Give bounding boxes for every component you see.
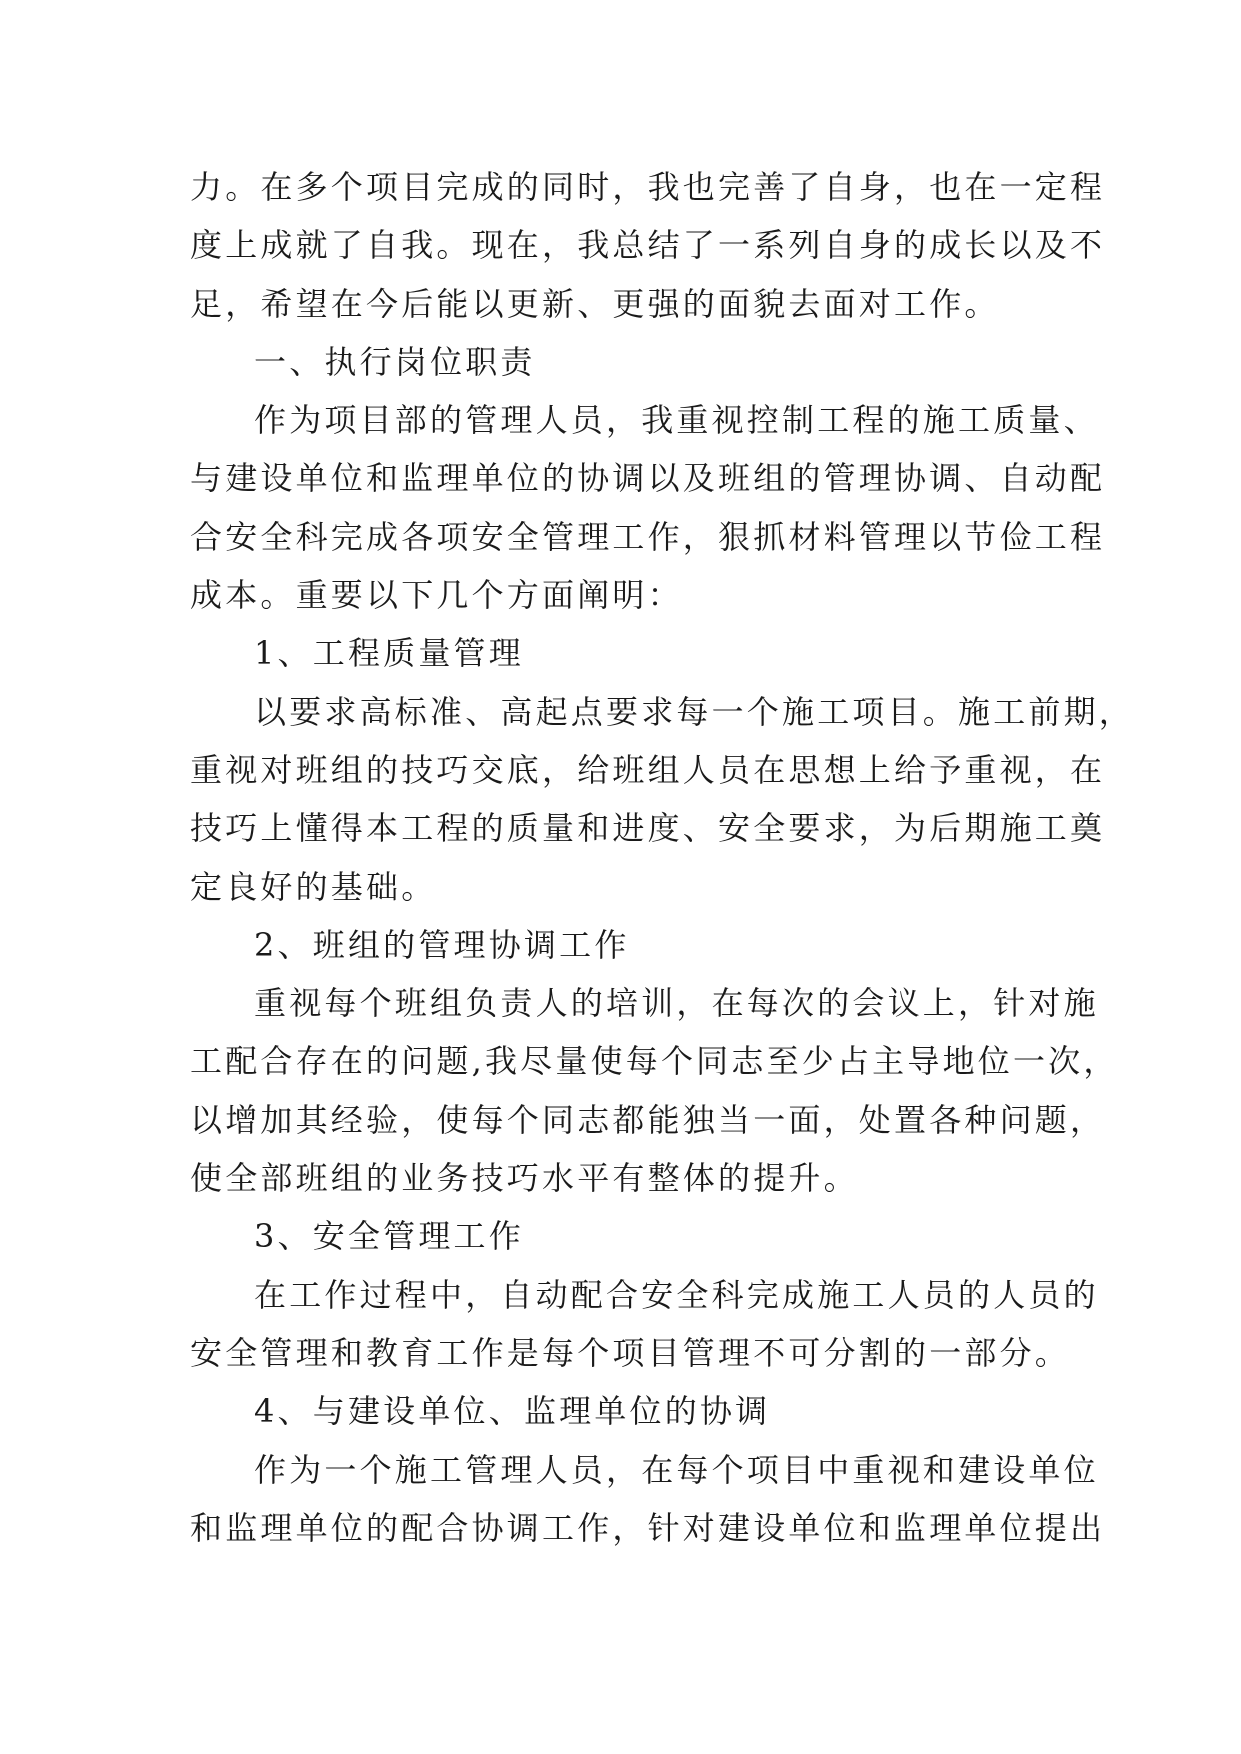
paragraph-start-line: 一、执行岗位职责 <box>254 342 536 381</box>
text-line: 成本。重要以下几个方面阐明： <box>190 576 683 615</box>
text-line: 重视对班组的技巧交底，给班组人员在思想上给予重视，在 <box>190 750 1106 789</box>
paragraph-start-line: 作为项目部的管理人员，我重视控制工程的施工质量、 <box>254 401 1099 440</box>
paragraph-start-line: 3、安全管理工作 <box>254 1217 524 1256</box>
text-line: 技巧上懂得本工程的质量和进度、安全要求，为后期施工奠 <box>190 809 1106 848</box>
text-line: 安全管理和教育工作是每个项目管理不可分割的一部分。 <box>190 1333 1071 1372</box>
text-line: 合安全科完成各项安全管理工作，狠抓材料管理以节俭工程 <box>190 517 1106 556</box>
paragraph-start-line: 4、与建设单位、监理单位的协调 <box>254 1392 771 1431</box>
text-line: 与建设单位和监理单位的协调以及班组的管理协调、自动配 <box>190 459 1106 498</box>
paragraph-start-line: 重视每个班组负责人的培训，在每次的会议上，针对施 <box>254 984 1099 1023</box>
document-body <box>190 158 1135 1557</box>
text-line: 以增加其经验，使每个同志都能独当一面，处置各种问题， <box>190 1100 1106 1139</box>
text-line: 工配合存在的问题,我尽量使每个同志至少占主导地位一次， <box>190 1042 1119 1081</box>
paragraph-start-line: 作为一个施工管理人员，在每个项目中重视和建设单位 <box>254 1450 1099 1489</box>
text-line: 力。在多个项目完成的同时，我也完善了自身，也在一定程 <box>190 168 1106 206</box>
text-line: 使全部班组的业务技巧水平有整体的提升。 <box>190 1159 859 1198</box>
paragraph-start-line: 在工作过程中，自动配合安全科完成施工人员的人员的 <box>254 1275 1099 1314</box>
text-line: 和监理单位的配合协调工作，针对建设单位和监理单位提出 <box>190 1508 1106 1547</box>
paragraph-start-line: 以要求高标准、高起点要求每一个施工项目。施工前期， <box>254 692 1135 731</box>
paragraph-start-line: 1、工程质量管理 <box>254 634 524 673</box>
paragraph-start-line: 2、班组的管理协调工作 <box>254 925 630 964</box>
text-line: 定良好的基础。 <box>190 867 437 906</box>
text-line: 足，希望在今后能以更新、更强的面貌去面对工作。 <box>190 284 1000 323</box>
text-line: 度上成就了自我。现在，我总结了一系列自身的成长以及不 <box>190 226 1106 265</box>
